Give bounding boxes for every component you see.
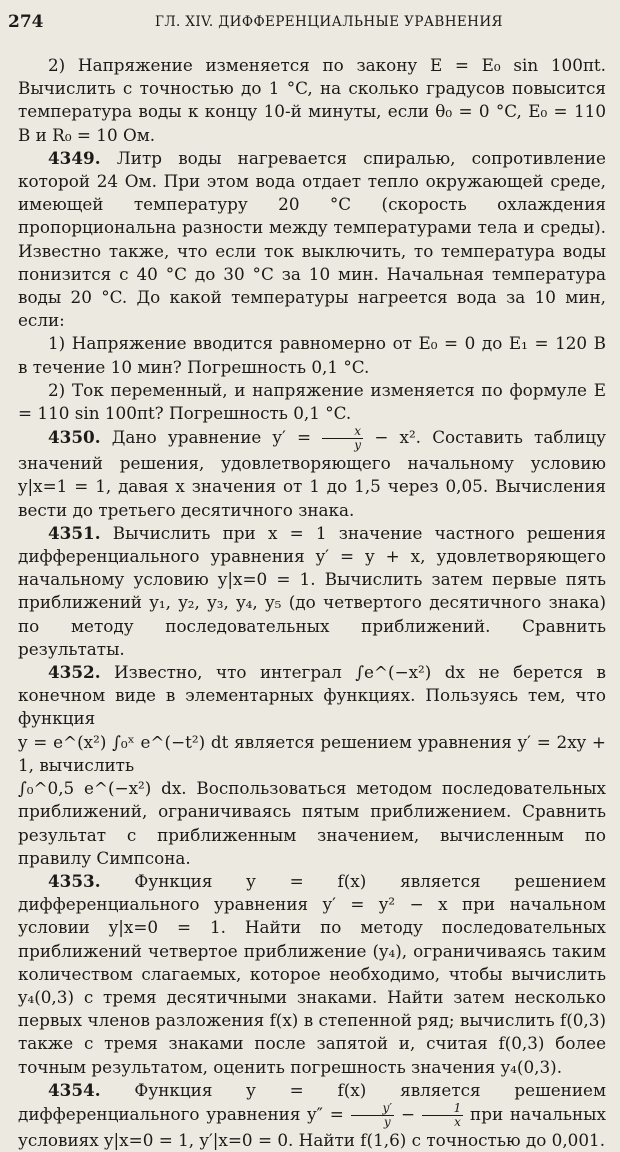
fraction-numerator: x (322, 425, 363, 439)
fraction-x-over-y (322, 425, 363, 452)
page-number: 274 (8, 12, 44, 32)
problem-4349 (18, 147, 606, 333)
problem-4351 (18, 522, 606, 661)
problem-4352 (18, 661, 606, 731)
problem-number: 4354. (48, 1079, 101, 1100)
paragraph-text: 2) Ток переменный, и напряжение изменяется по формуле E = 110 sin 100πt? Погрешность 0,1 °C. (18, 379, 606, 424)
fraction-denominator: y (354, 438, 362, 453)
problem-text: Функция y = f(x) является решением дифференциального уравнения y′ = y² − x при начальном условии y|x=0 = 1. Найти по методу последовательных приближений четвертое приближение (y₄), ограничиваясь таким количеством слагаемых, которое необходимо, чтобы вычислить y₄(0,3) с тремя десятичными знаками. Найти затем несколько первых членов разложения f(x) в степенной ряд; вычислить f(0,3) также с тремя знаками после запятой и, считая f(0,3) более точным результатом, оценить погрешность значения y₄(0,3). (18, 870, 606, 1077)
problem-text-a: Функция y = f(x) является решением дифференциального уравнения y″ = (18, 1079, 606, 1124)
problem-4354 (18, 1079, 606, 1152)
problem-number: 4350. (48, 427, 101, 448)
problem-text-c: ∫₀^0,5 e^(−x²) dx. Воспользоваться методом последовательных приближений, ограничиваясь пятым приближением. Сравнить результат с приближенным значением, вычисленным по правилу Симпсона. (18, 778, 606, 868)
fraction-one-over-x (422, 1102, 464, 1129)
problem-text-b: y = e^(x²) ∫₀ˣ e^(−t²) dt является решением уравнения y′ = 2xy + 1, вычислить (18, 731, 606, 775)
subproblem-1 (18, 332, 606, 378)
minus-sign: − (400, 1103, 415, 1124)
problem-4352-continued (18, 777, 606, 870)
problem-text: Литр воды нагревается спиралью, сопротивление которой 24 Ом. При этом вода отдает тепло окружающей среде, имеющей температуру 20 °C (скорость охлаждения пропорциональна разности между температурами тела и среды). Известно также, что если ток выключить, то температура воды понизится с 40 °C до 30 °C за 10 мин. Начальная температура воды 20 °C. До какой температуры нагреется вода за 10 мин, если: (18, 147, 606, 331)
fraction-numerator: 1 (422, 1102, 464, 1116)
problem-text-a: Известно, что интеграл ∫e^(−x²) dx не берется в конечном виде в элементарных функциях. Пользуясь тем, что функция (18, 662, 606, 729)
fraction-numerator: y′ (351, 1102, 395, 1116)
paragraph-text: 1) Напряжение вводится равномерно от E₀ = 0 до E₁ = 120 В в течение 10 мин? Погрешность 0,1 °C. (18, 333, 606, 377)
problem-4352-formula (18, 731, 606, 777)
problem-number: 4349. (48, 147, 101, 168)
problem-4353 (18, 870, 606, 1079)
page-body (18, 54, 606, 1152)
fraction-denominator: x (454, 1114, 461, 1129)
fraction-yprime-over-y (351, 1102, 395, 1129)
problem-number: 4351. (48, 522, 101, 543)
problem-text-a: Дано уравнение y′ = (111, 427, 312, 448)
page-header (0, 10, 620, 40)
fraction-denominator: y (383, 1114, 391, 1129)
subproblem-2 (18, 379, 606, 425)
problem-text: Вычислить при x = 1 значение частного решения дифференциального уравнения y′ = y + x, удовлетворяющего начальному условию y|x=0 = 1. Вычислить затем первые пять приближений y₁, y₂, y₃, y₄, y₅ (до четвертого десятичного знака) по методу последовательных приближений. Сравнить результаты. (18, 522, 606, 659)
problem-number: 4353. (48, 870, 101, 891)
problem-text-b: − x². Составить таблицу значений решения, удовлетворяющего начальному условию y|x=1 = 1, давая x значения от 1 до 1,5 через 0,05. Вычисления вести до третьего десятичного знака. (18, 427, 606, 520)
paragraph-voltage-sine (18, 54, 606, 147)
problem-text-b: при начальных условиях y|x=0 = 1, y′|x=0 = 0. Найти f(1,6) с точностью до 0,001. (18, 1103, 607, 1150)
paragraph-text: 2) Напряжение изменяется по закону E = E₀ sin 100πt. Вычислить с точностью до 1 °C, на сколько градусов повысится температура воды к концу 10-й минуты, если θ₀ = 0 °C, E₀ = 110 В и R₀ = 10 Ом. (18, 55, 606, 145)
running-head: ГЛ. XIV. ДИФФЕРЕНЦИАЛЬНЫЕ УРАВНЕНИЯ (155, 14, 503, 30)
problem-4350 (18, 425, 606, 522)
problem-number: 4352. (48, 662, 101, 683)
